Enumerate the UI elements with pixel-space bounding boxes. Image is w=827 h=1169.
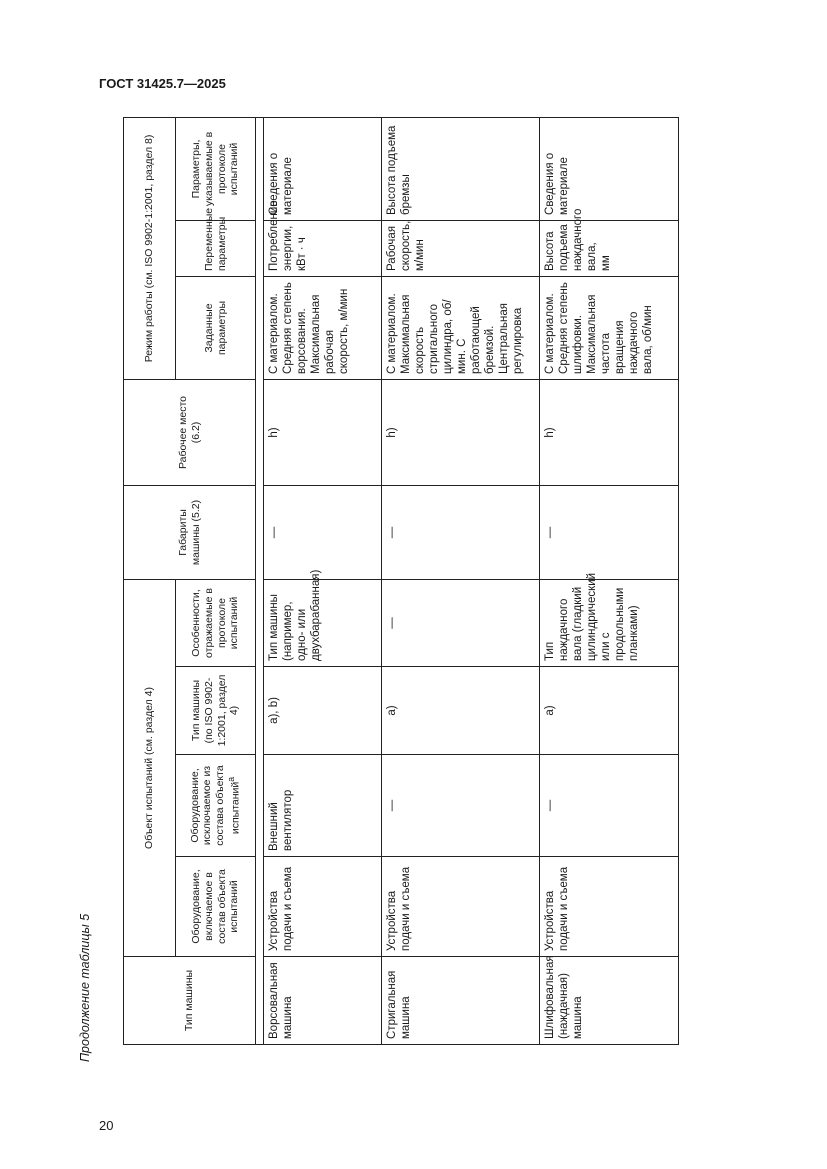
cell-machine-type-iso: a), b) <box>264 667 382 755</box>
header-machine-type: Тип машины <box>124 957 256 1045</box>
cell-report-params: Сведения о материале <box>540 117 679 220</box>
cell-set-params: С материалом. Максимальная скорость стригального цилиндра, об/мин. С работающей бремзой. Центральная регулировка <box>382 276 540 379</box>
header-separator <box>256 117 264 1044</box>
cell-workplace: h) <box>382 379 540 485</box>
footnote-marker: а <box>226 776 237 782</box>
document-title: ГОСТ 31425.7—2025 <box>99 76 226 91</box>
cell-workplace: h) <box>264 379 382 485</box>
header-equipment-included: Оборудование, включаемое в состав объекта испытаний <box>176 857 256 957</box>
cell-set-params: С материалом. Средняя степень ворсования. Максимальная рабочая скорость, м/мин <box>264 276 382 379</box>
table-caption: Продолжение таблицы 5 <box>78 913 92 1062</box>
header-row-1 <box>124 117 176 1044</box>
continuation-table-5 <box>123 117 679 1045</box>
table-row <box>264 117 382 1044</box>
cell-dimensions: — <box>264 485 382 579</box>
table-row <box>540 117 679 1044</box>
header-features: Особенности, отражаемые в протоколе испытаний <box>176 579 256 666</box>
separator-cell <box>256 117 264 1044</box>
cell-variable-params: Рабочая скорость, м/мин <box>382 220 540 276</box>
cell-equipment-excluded: — <box>540 755 679 857</box>
cell-equipment-excluded: — <box>382 755 540 857</box>
rotated-table <box>123 118 678 1045</box>
table-row <box>382 117 540 1044</box>
header-set-params: Заданные параметры <box>176 276 256 379</box>
cell-workplace: h) <box>540 379 679 485</box>
page-number: 20 <box>99 1118 114 1133</box>
header-report-params: Параметры, указываемые в протоколе испытаний <box>176 117 256 220</box>
cell-equipment-excluded: Внешний вентилятор <box>264 755 382 857</box>
cell-features: — <box>382 579 540 666</box>
cell-machine-type: Ворсовальная машина <box>264 957 382 1045</box>
cell-machine-type-iso: a) <box>382 667 540 755</box>
cell-machine-type: Шлифовальная (наждачная) машина <box>540 957 679 1045</box>
cell-variable-params: Высота подъема наждачного вала, мм <box>540 220 679 276</box>
header-dimensions: Габариты машины (5.2) <box>124 485 256 579</box>
cell-report-params: Сведения о материале <box>264 117 382 220</box>
header-equipment-excluded <box>176 755 256 857</box>
cell-features: Тип наждачного вала (гладкий цилиндрический или с продольными планками) <box>540 579 679 666</box>
header-variable-params: Переменные параметры <box>176 220 256 276</box>
cell-features: Тип машины (например, одно- или двухбарабанная) <box>264 579 382 666</box>
header-test-object: Объект испытаний (см. раздел 4) <box>124 579 176 956</box>
cell-set-params: С материалом. Средняя степень шлифовки. Максимальная частота вращения наждачного вала, об/мин <box>540 276 679 379</box>
header-workplace: Рабочее место (6.2) <box>124 379 256 485</box>
cell-equipment-included: Устройства подачи и съема <box>540 857 679 957</box>
cell-dimensions: — <box>382 485 540 579</box>
cell-variable-params: Потребление энергии, кВт · ч <box>264 220 382 276</box>
cell-machine-type: Стригальная машина <box>382 957 540 1045</box>
header-row-2 <box>176 117 256 1044</box>
cell-equipment-included: Устройства подачи и съема <box>382 857 540 957</box>
header-equipment-excluded-text: Оборудование, исключаемое из состава объекта испытаний <box>188 765 242 846</box>
cell-equipment-included: Устройства подачи и съема <box>264 857 382 957</box>
table-container <box>123 118 678 1045</box>
cell-dimensions: — <box>540 485 679 579</box>
cell-machine-type-iso: a) <box>540 667 679 755</box>
header-operating-mode: Режим работы (см. ISO 9902-1:2001, раздел 8) <box>124 117 176 379</box>
header-machine-type-iso: Тип машины (по ISO 9902-1:2001, раздел 4) <box>176 667 256 755</box>
cell-report-params: Высота подъема бремзы <box>382 117 540 220</box>
